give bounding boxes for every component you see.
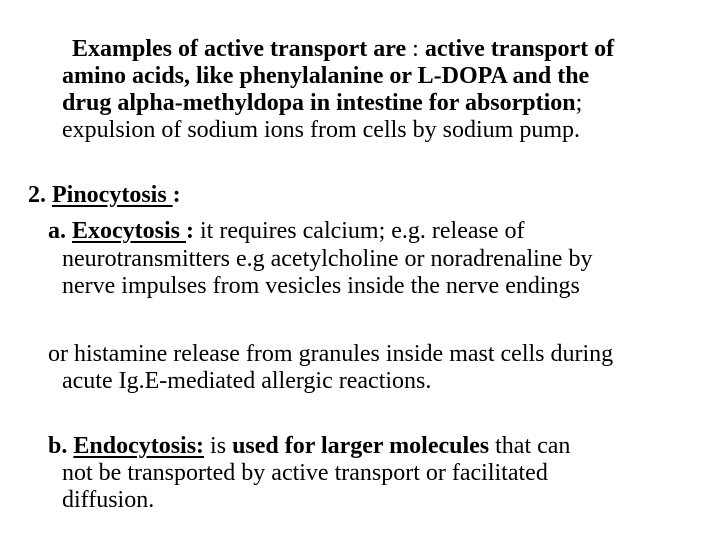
exocytosis-line-2: neurotransmitters e.g acetylcholine or noradrenaline by xyxy=(62,246,593,272)
exocytosis-text: it requires calcium; e.g. release of xyxy=(194,218,525,244)
endocytosis-line-1 xyxy=(48,433,570,460)
intro-line-4: expulsion of sodium ions from cells by sodium pump. xyxy=(62,117,580,143)
endocytosis-letter: b. xyxy=(48,433,74,459)
intro-line-2: amino acids, like phenylalanine or L-DOPA and the xyxy=(62,63,590,89)
intro-colon: : xyxy=(412,36,425,62)
pinocytosis-heading xyxy=(28,182,181,209)
intro-line-3 xyxy=(62,90,582,117)
endocytosis-line-2: not be transported by active transport or facilitated xyxy=(62,460,548,486)
exocytosis-title: Exocytosis xyxy=(72,218,186,244)
endocytosis-text: is xyxy=(204,433,233,459)
intro-text: drug alpha-methyldopa in intestine for absorption xyxy=(62,90,576,116)
intro-text: active transport of xyxy=(424,36,615,62)
intro-line-1 xyxy=(72,36,614,63)
endocytosis-title: Endocytosis: xyxy=(73,433,205,459)
pinocytosis-colon: : xyxy=(172,182,181,208)
exocytosis-line-1 xyxy=(48,218,525,245)
exocytosis-colon: : xyxy=(186,218,194,244)
exocytosis-letter: a. xyxy=(48,218,72,244)
exocytosis-line-3: nerve impulses from vesicles inside the nerve endings xyxy=(62,273,580,299)
endocytosis-emphasis: used for larger molecules xyxy=(232,433,490,459)
intro-text: Examples of active transport are xyxy=(72,36,413,62)
exocytosis-line-5: acute Ig.E-mediated allergic reactions. xyxy=(62,368,432,394)
exocytosis-line-4: or histamine release from granules inside mast cells during xyxy=(48,341,614,367)
section-number: 2. xyxy=(28,182,52,208)
pinocytosis-title: Pinocytosis xyxy=(52,182,173,208)
endocytosis-line-3: diffusion. xyxy=(62,487,155,513)
endocytosis-text: that can xyxy=(489,433,571,459)
intro-semicolon: ; xyxy=(575,90,583,116)
